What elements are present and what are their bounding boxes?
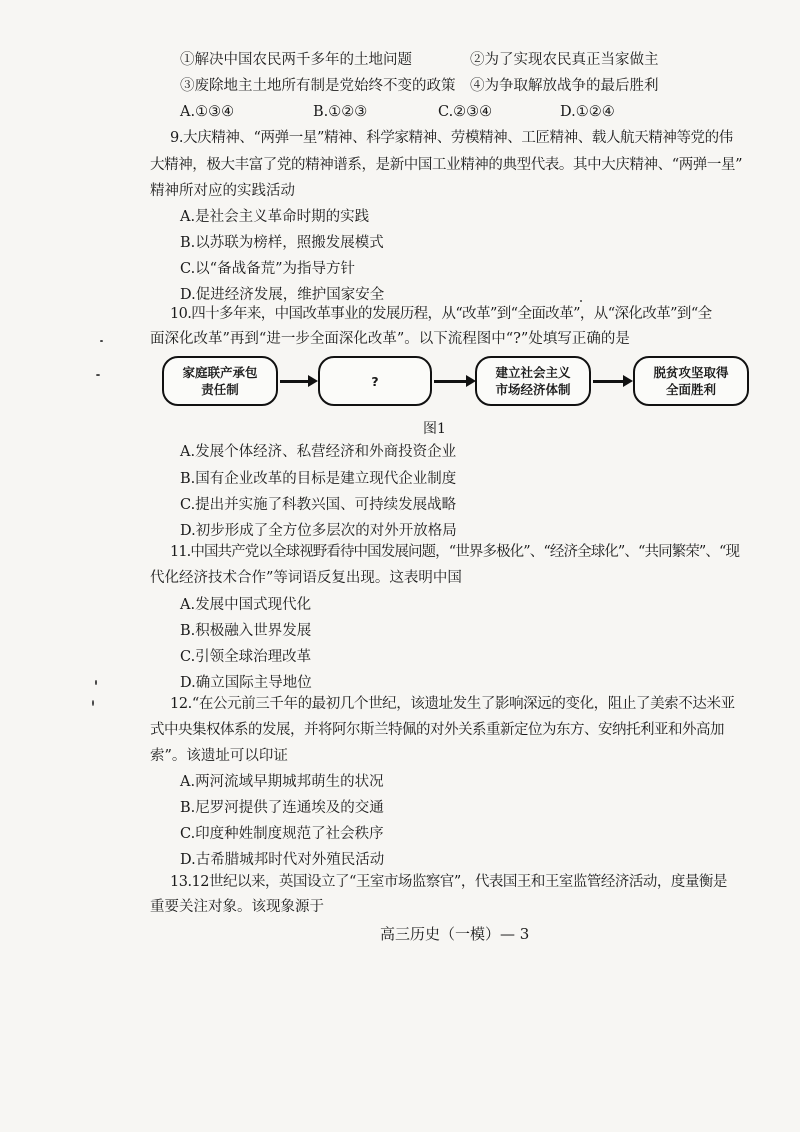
- flow-arrow-2: [434, 380, 468, 383]
- q9-choice-a[interactable]: A.是社会主义革命时期的实践: [180, 209, 370, 225]
- q11-choice-d[interactable]: D.确立国际主导地位: [180, 675, 312, 691]
- q12-choice-c[interactable]: C.印度种姓制度规范了社会秩序: [180, 826, 384, 842]
- q10-stem-line-2: 面深化改革”再到“进一步全面深化改革”。以下流程图中“?”处填写正确的是: [150, 331, 630, 347]
- q9-stem-line-1: 9.大庆精神、“两弹一星”精神、科学家精神、劳模精神、工匠精神、载人航天精神等党的伟: [170, 130, 733, 146]
- q11-stem-line-2: 代化经济技术合作”等词语反复出现。这表明中国: [150, 570, 462, 586]
- scan-speck: [95, 680, 97, 685]
- q13-stem-line-1: 13.12世纪以来，英国设立了“王室市场监察官”，代表国王和王室监管经济活动，度量衡是: [170, 874, 727, 890]
- q9-choice-c[interactable]: C.以“备战备荒”为指导方针: [180, 261, 356, 277]
- q10-choice-d[interactable]: D.初步形成了全方位多层次的对外开放格局: [180, 523, 457, 539]
- scan-speck: [92, 700, 94, 706]
- q8-choice-d[interactable]: D.①②④: [560, 104, 615, 120]
- flow-arrow-1: [280, 380, 310, 383]
- scan-speck: [580, 300, 582, 302]
- q8-choices: [180, 102, 760, 122]
- q12-stem-line-3: 索”。该遗址可以印证: [150, 748, 288, 764]
- flow-node-4: 脱贫攻坚取得 全面胜利: [633, 356, 749, 406]
- q12-stem-line-1: 12.“在公元前三千年的最初几个世纪，该遗址发生了影响深远的变化，阻止了美索不达米亚: [170, 696, 735, 712]
- q9-choice-d[interactable]: D.促进经济发展，维护国家安全: [180, 287, 385, 303]
- flow-node-3: 建立社会主义 市场经济体制: [475, 356, 591, 406]
- q10-stem-line-1: 10.四十多年来，中国改革事业的发展历程，从“改革”到“全面改革”，从“深化改革”到“全: [170, 306, 712, 322]
- q9-stem-line-2: 大精神，极大丰富了党的精神谱系，是新中国工业精神的典型代表。其中大庆精神、“两弹一星”: [150, 157, 743, 173]
- q8-choice-a[interactable]: A.①③④: [180, 104, 235, 120]
- q9-choice-b[interactable]: B.以苏联为榜样，照搬发展模式: [180, 235, 384, 251]
- q11-choice-c[interactable]: C.引领全球治理改革: [180, 649, 312, 665]
- q8-statements-row-2: [180, 76, 760, 96]
- figure-caption: 图1: [423, 421, 446, 437]
- q12-choice-b[interactable]: B.尼罗河提供了连通埃及的交通: [180, 800, 384, 816]
- q8-statements-row-1: [180, 50, 760, 70]
- q12-stem-line-2: 式中央集权体系的发展，并将阿尔斯兰特佩的对外关系重新定位为东方、安纳托利亚和外高加: [150, 722, 724, 738]
- page-footer: 高三历史（一模）— 3: [380, 925, 530, 943]
- q10-choice-b[interactable]: B.国有企业改革的目标是建立现代企业制度: [180, 471, 457, 487]
- q8-statement-4: ④为争取解放战争的最后胜利: [470, 78, 659, 94]
- q12-choice-d[interactable]: D.古希腊城邦时代对外殖民活动: [180, 852, 385, 868]
- q9-stem-line-3: 精神所对应的实践活动: [150, 183, 295, 199]
- scan-speck: [96, 374, 100, 376]
- flow-node-2: ?: [318, 356, 432, 406]
- q10-choice-a[interactable]: A.发展个体经济、私营经济和外商投资企业: [180, 444, 457, 460]
- flowchart: [162, 356, 762, 416]
- flow-node-1: 家庭联产承包 责任制: [162, 356, 278, 406]
- q11-choice-a[interactable]: A.发展中国式现代化: [180, 597, 312, 613]
- q8-statement-1: ①解决中国农民两千多年的土地问题: [180, 52, 412, 68]
- q8-statement-2: ②为了实现农民真正当家做主: [470, 52, 659, 68]
- q12-choice-a[interactable]: A.两河流域早期城邦萌生的状况: [180, 774, 384, 790]
- q11-stem-line-1: 11.中国共产党以全球视野看待中国发展问题，“世界多极化”、“经济全球化”、“共同繁荣”、“现: [170, 544, 740, 560]
- q13-stem-line-2: 重要关注对象。该现象源于: [150, 899, 324, 915]
- q10-choice-c[interactable]: C.提出并实施了科教兴国、可持续发展战略: [180, 497, 457, 513]
- flow-arrow-3: [593, 380, 625, 383]
- q8-statement-3: ③废除地主土地所有制是党始终不变的政策: [180, 78, 456, 94]
- q8-choice-b[interactable]: B.①②③: [313, 104, 368, 120]
- q8-choice-c[interactable]: C.②③④: [438, 104, 493, 120]
- q11-choice-b[interactable]: B.积极融入世界发展: [180, 623, 312, 639]
- scan-speck: [100, 340, 103, 342]
